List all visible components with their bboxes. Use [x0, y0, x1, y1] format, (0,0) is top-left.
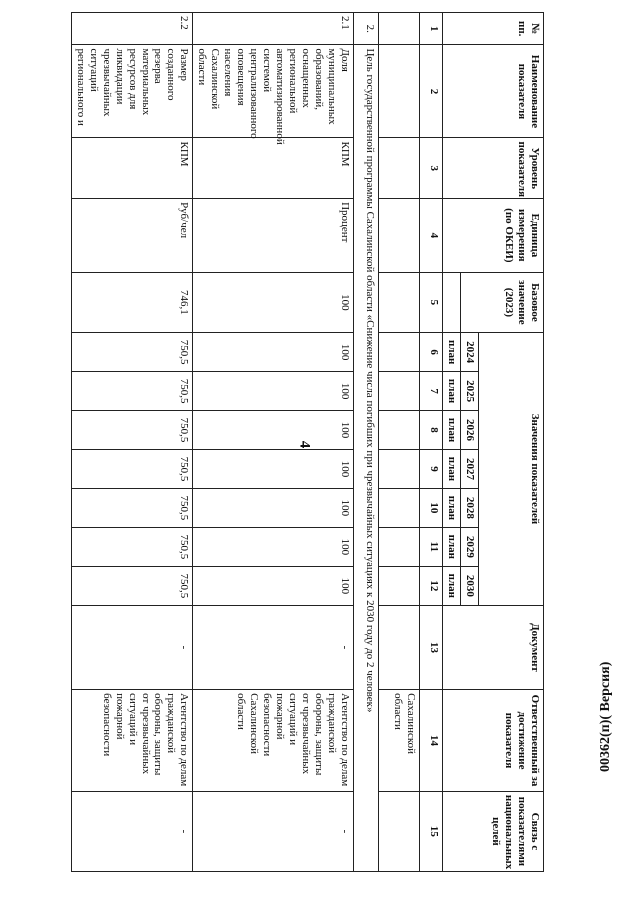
row-link: - [71, 791, 193, 871]
base-blank-cell [443, 272, 461, 333]
plan-cell: план [443, 372, 461, 411]
row-value: 100 [193, 333, 354, 372]
col-number: 11 [420, 527, 443, 566]
row-level: КПМ [71, 138, 193, 199]
plan-cell: план [443, 450, 461, 489]
plan-cell: план [443, 566, 461, 605]
row-num: 2.2 [71, 13, 193, 45]
col-number: 8 [420, 411, 443, 450]
year-cell: 2026 [461, 411, 479, 450]
header-level: Уровень показателя [443, 138, 544, 199]
col-number: 9 [420, 450, 443, 489]
continuation-resp: Сахалинской области [379, 690, 420, 792]
col-number: 12 [420, 566, 443, 605]
row-link: - [193, 791, 354, 871]
row-doc: - [71, 605, 193, 689]
goal-row [354, 13, 379, 872]
row-unit: Руб/чел [71, 199, 193, 273]
plan-cell: план [443, 333, 461, 372]
row-value: 750,5 [71, 411, 193, 450]
year-cell: 2029 [461, 527, 479, 566]
header-base: Базовое значение (2023) [461, 272, 544, 333]
row-value: 100 [193, 488, 354, 527]
row-unit: Процент [193, 199, 354, 273]
table-viewport [28, 12, 544, 872]
year-cell: 2030 [461, 566, 479, 605]
year-cell: 2027 [461, 450, 479, 489]
row-value: 100 [193, 372, 354, 411]
header-name: Наименование показателя [443, 45, 544, 138]
row-value: 100 [193, 411, 354, 450]
year-cell: 2025 [461, 372, 479, 411]
col-number: 2 [420, 45, 443, 138]
row-base: 100 [193, 272, 354, 333]
plan-cell: план [443, 488, 461, 527]
header-row-1 [479, 13, 544, 872]
year-cell: 2028 [461, 488, 479, 527]
row-value: 100 [193, 527, 354, 566]
col-number: 10 [420, 488, 443, 527]
col-number: 4 [420, 199, 443, 273]
row-value: 100 [193, 450, 354, 489]
col-number: 3 [420, 138, 443, 199]
row-doc: - [193, 605, 354, 689]
row-value: 750,5 [71, 333, 193, 372]
col-number: 7 [420, 372, 443, 411]
row-name: Размер созданного резерва материальных ресурсов для ликвидации чрезвычайных ситуаций регионального и [71, 45, 193, 138]
year-cell: 2024 [461, 333, 479, 372]
row-level: КПМ [193, 138, 354, 199]
header-values: Значения показателей [479, 333, 544, 606]
row-value: 750,5 [71, 566, 193, 605]
row-resp: Агентство по делам гражданской обороны, защиты от чрезвычайных ситуаций и пожарной безопасности [71, 690, 193, 792]
col-number: 14 [420, 690, 443, 792]
row-resp: Агентство по делам гражданской обороны, защиты от чрезвычайных ситуаций и пожарной безопасности Сахалинской области [193, 690, 354, 792]
continuation-row [379, 13, 420, 872]
row-value: 750,5 [71, 488, 193, 527]
indicator-table-rotated [28, 12, 544, 872]
row-value: 100 [193, 566, 354, 605]
row-base: 746,1 [71, 272, 193, 333]
row-name: Доля муниципальных образований, оснащенных региональной автоматизированной системой централизованного оповещения населения Сахалинской области [193, 45, 354, 138]
plan-cell: план [443, 527, 461, 566]
row-num: 2.1 [193, 13, 354, 45]
column-number-row [420, 13, 443, 872]
header-link: Связь с показателями национальных целей [443, 791, 544, 871]
row-value: 750,5 [71, 372, 193, 411]
col-number: 5 [420, 272, 443, 333]
table-row [71, 13, 193, 872]
goal-text: Цель государственной программы Сахалинской области «Снижение числа погибших при чрезвычайных ситуациях к 2030 году до 2 человек» [354, 45, 379, 872]
header-num: № пп. [443, 13, 544, 45]
col-number: 1 [420, 13, 443, 45]
col-number: 13 [420, 605, 443, 689]
row-value: 750,5 [71, 527, 193, 566]
footer-text: 00362(п)( Версия) [598, 661, 613, 772]
header-resp: Ответственный за достижение показателя [443, 690, 544, 792]
plan-cell: план [443, 411, 461, 450]
row-value: 750,5 [71, 450, 193, 489]
col-number: 15 [420, 791, 443, 871]
table-row [193, 13, 354, 872]
indicator-table [71, 12, 544, 872]
header-doc: Документ [443, 605, 544, 689]
col-number: 6 [420, 333, 443, 372]
goal-num: 2. [354, 13, 379, 45]
page-number: 4 [296, 440, 313, 449]
header-unit: Единица измерения (по ОКЕИ) [443, 199, 544, 273]
